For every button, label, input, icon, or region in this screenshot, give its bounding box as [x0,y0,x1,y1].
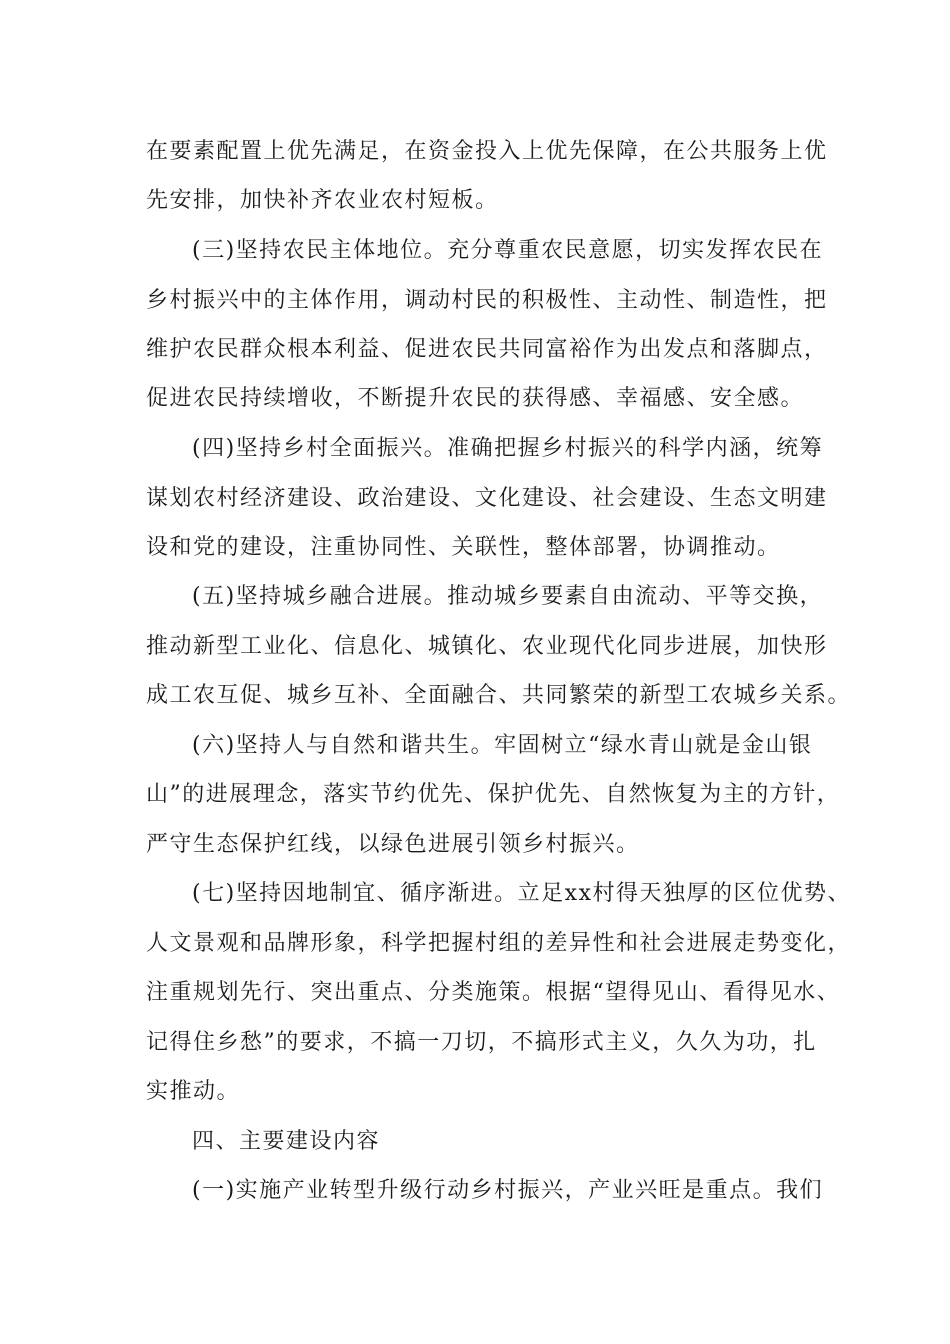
paragraph-start-line: (五)坚持城乡融合进展。推动城乡要素自由流动、平等交换， [192,584,824,609]
text-line: 设和党的建设，注重协同性、关联性，整体部署，协调推动。 [146,535,781,560]
text-line: 推动新型工业化、信息化、城镇化、农业现代化同步进展，加快形 [146,634,828,659]
text-line: 注重规划先行、突出重点、分类施策。根据“望得见山、看得见水、 [146,980,841,1005]
paragraph-start-line: (四)坚持乡村全面振兴。准确把握乡村振兴的科学内涵，统筹 [192,436,824,461]
paragraph-start-line: (六)坚持人与自然和谐共生。牢固树立“绿水青山就是金山银 [192,733,813,758]
text-line: 实推动。 [146,1079,241,1104]
text-line: 谋划农村经济建设、政治建设、文化建设、社会建设、生态文明建 [146,486,828,511]
paragraph-start-line: (一)实施产业转型升级行动乡村振兴，产业兴旺是重点。我们 [192,1178,824,1203]
text-line: 维护农民群众根本利益、促进农民共同富裕作为出发点和落脚点， [146,337,828,362]
paragraph-start-line: (三)坚持农民主体地位。充分尊重农民意愿，切实发挥农民在 [192,238,824,263]
text-line: 记得住乡愁”的要求，不搞一刀切，不搞形式主义，久久为功，扎 [146,1030,817,1055]
text-line: 乡村振兴中的主体作用，调动村民的积极性、主动性、制造性，把 [146,288,828,313]
text-line: 严守生态保护红线，以绿色进展引领乡村振兴。 [146,832,640,857]
text-line: 山”的进展理念，落实节约优先、保护优先、自然恢复为主的方针， [146,782,841,807]
text-line: 成工农互促、城乡互补、全面融合、共同繁荣的新型工农城乡关系。 [146,683,852,708]
text-line: 先安排，加快补齐农业农村短板。 [146,188,499,213]
text-line: 人文景观和品牌形象，科学把握村组的差异性和社会进展走势变化， [146,931,852,956]
paragraph-start-line: (七)坚持因地制宜、循序渐进。立足xx村得天独厚的区位优势、 [192,881,851,906]
section-heading: 四、主要建设内容 [192,1129,381,1154]
text-line: 促进农民持续增收，不断提升农民的获得感、幸福感、安全感。 [146,386,805,411]
text-line: 在要素配置上优先满足，在资金投入上优先保障，在公共服务上优 [146,139,828,164]
